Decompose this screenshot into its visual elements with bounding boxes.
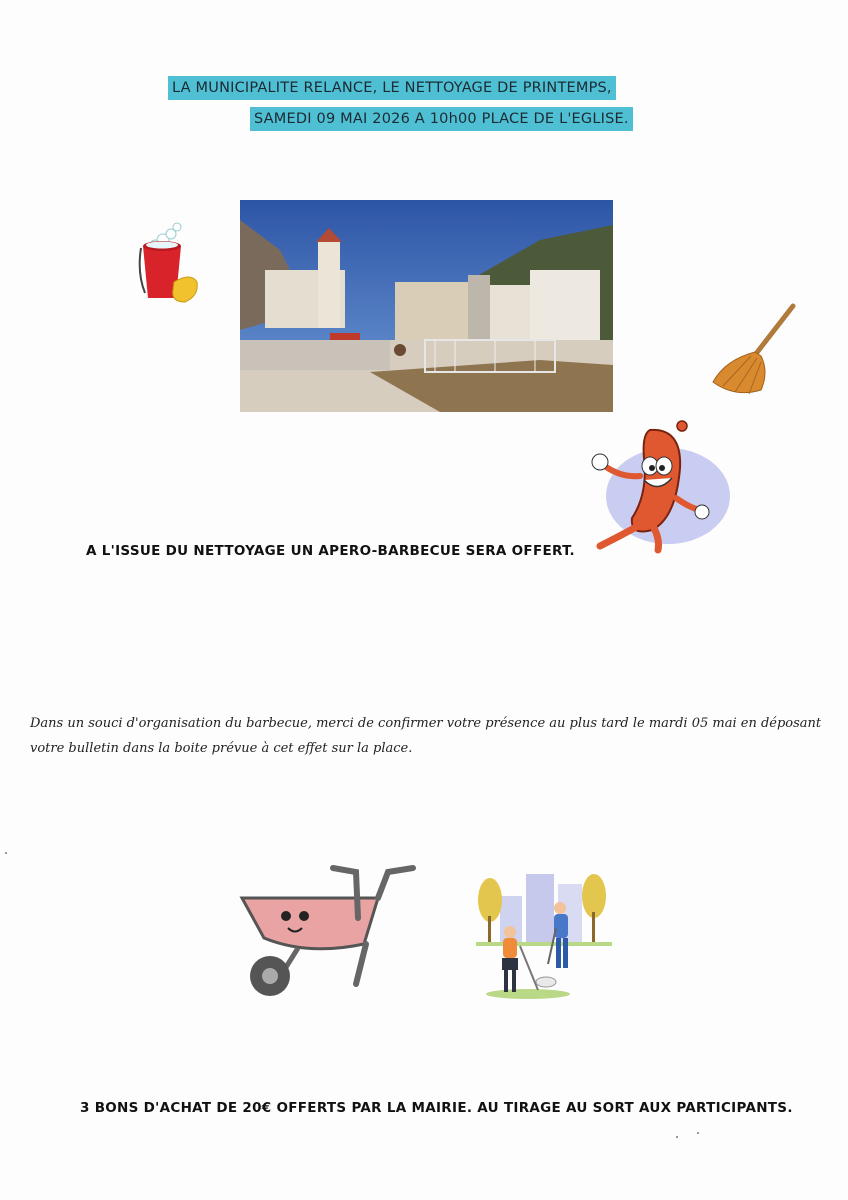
church-square-photo <box>240 200 613 412</box>
cleaning-people-icon <box>476 866 612 1000</box>
broom-icon <box>705 300 805 404</box>
confirmation-note-line-1: Dans un souci d'organisation du barbecue, merci de confirmer votre présence au plus tard le mardi 05 mai en déposant <box>30 716 822 731</box>
scan-speck <box>5 852 7 854</box>
scan-speck <box>697 1132 699 1134</box>
barbecue-announcement: A L'ISSUE DU NETTOYAGE UN APERO-BARBECUE SERA OFFERT. <box>86 543 575 559</box>
sausage-mascot-icon <box>580 418 730 558</box>
scan-speck <box>676 1136 678 1138</box>
vouchers-announcement: 3 BONS D'ACHAT DE 20€ OFFERTS PAR LA MAIRIE. AU TIRAGE AU SORT AUX PARTICIPANTS. <box>80 1100 793 1116</box>
bucket-icon <box>133 218 203 310</box>
confirmation-note-line-2: votre bulletin dans la boite prévue à cet effet sur la place. <box>30 741 413 756</box>
wheelbarrow-icon <box>238 858 420 1004</box>
title-line-2: SAMEDI 09 MAI 2026 A 10h00 PLACE DE L'EGLISE. <box>250 107 633 131</box>
title-line-1: LA MUNICIPALITE RELANCE, LE NETTOYAGE DE PRINTEMPS, <box>168 76 616 100</box>
